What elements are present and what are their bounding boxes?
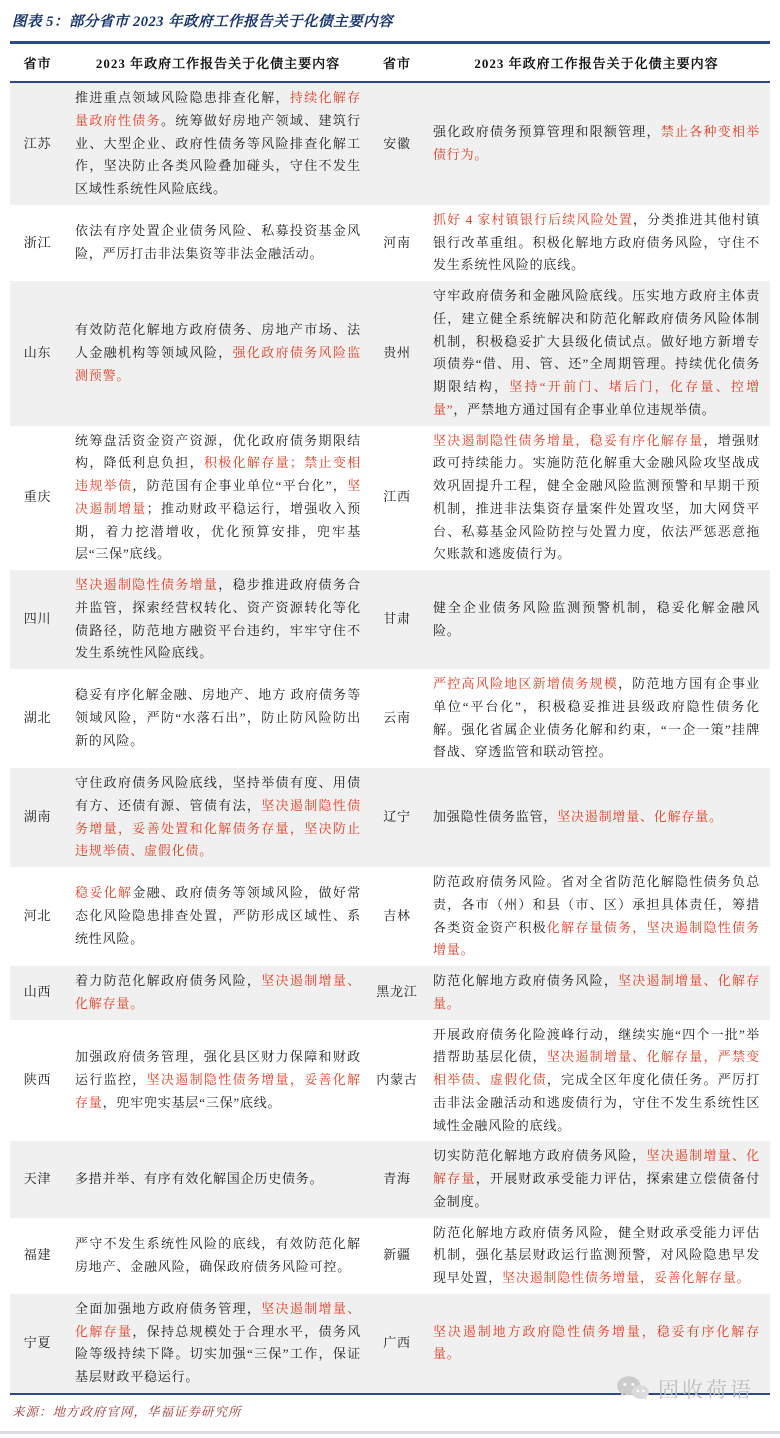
province-cell: 陕西: [23, 1072, 52, 1087]
province-cell: 山东: [23, 344, 52, 360]
highlighted-text-segment: 积极化解存量；禁止变相违规举债: [75, 455, 361, 493]
highlighted-text-segment: 坚决遏制增量: [75, 478, 361, 516]
highlighted-text-segment: 化解存量债务，坚决遏制隐性债务增量。: [433, 919, 760, 958]
province-cell: 安徽: [383, 135, 411, 151]
table-row: [10, 966, 770, 1020]
provinces-debt-table: [10, 41, 770, 1395]
text-segment: 有效防范化解地方政府债务、房地产市场、法人金融机构等领域风险，: [75, 322, 361, 360]
province-cell: 重庆: [23, 489, 52, 505]
text-segment: ，兜牢兜实基层“三保”底线。: [102, 1094, 282, 1110]
table-row: [10, 867, 770, 966]
highlighted-text-segment: 坚决遏制隐性债务增量，稳妥有序化解存量: [433, 432, 704, 448]
highlighted-text-segment: 坚决遏制增量、化解存量: [75, 1300, 361, 1339]
province-column-header: 省市: [371, 43, 423, 83]
province-cell: 江西: [383, 489, 411, 505]
highlighted-text-segment: 坚决遏制增量、化解存量。: [433, 973, 760, 1011]
content-cell: [65, 1218, 371, 1294]
text-segment: 加强隐性债务监管，: [433, 809, 558, 825]
table-row: [10, 768, 770, 867]
content-cell: [65, 570, 371, 669]
highlighted-text-segment: 坚决遏制隐性债务增量，妥善化解存量: [75, 1072, 361, 1110]
province-cell: 辽宁: [383, 809, 411, 825]
text-segment: 开展政府债务化险渡峰行动，继续实施“四个一批”举措帮助基层化债，: [433, 1026, 760, 1065]
table-header-row: [10, 43, 770, 83]
content-cell: [65, 1020, 371, 1142]
content-cell: [65, 1141, 371, 1217]
text-segment: 加强政府债务管理，强化县区财力保障和财政运行监控，: [75, 1049, 361, 1087]
content-cell: [65, 281, 371, 426]
highlighted-text-segment: 持续化解存量政府性债务: [75, 90, 361, 128]
table-row: [10, 82, 770, 205]
province-cell: 黑龙江: [376, 984, 418, 1000]
content-cell: [423, 281, 770, 426]
text-segment: 防范化解地方政府债务风险，健全财政承受能力评估机制，强化基层财政运行监测预警，对风险隐患早发现早处置，: [433, 1224, 760, 1285]
highlighted-text-segment: 坚持“开前门、堵后门，化存量、控增量”: [433, 379, 760, 417]
content-cell: [65, 426, 371, 571]
text-segment: 稳妥有序化解金融、房地产、地方 政府债务等领域风险，严防“水落石出”，防止防风险防出新的风险。: [75, 687, 361, 748]
province-cell: 青海: [383, 1171, 411, 1186]
province-cell: 湖南: [23, 809, 52, 825]
province-cell: 天津: [23, 1171, 52, 1186]
highlighted-text-segment: 坚决遏制隐性债务增量，妥善处置和化解债务存量，坚决防止违规举债、虚假化债。: [75, 797, 361, 859]
table-row: [10, 1294, 770, 1394]
province-cell: 浙江: [23, 234, 52, 250]
content-cell: [423, 426, 770, 571]
content-cell: [423, 82, 770, 205]
table-row: [10, 1141, 770, 1217]
province-cell: 新疆: [383, 1247, 411, 1263]
text-segment: ，分类推进其他村镇银行改革重组。积极化解地方政府债务风险，守住不发生系统性风险的底线。: [433, 211, 760, 273]
table-row: [10, 281, 770, 426]
text-segment: 多措并举、有序有效化解国企历史债务。: [75, 1171, 324, 1186]
text-segment: 依法有序处置企业债务风险、私募投资基金风险，严厉打击非法集资等非法金融活动。: [75, 223, 361, 261]
table-row: [10, 1218, 770, 1294]
table-row: [10, 205, 770, 281]
text-segment: 推进重点领域风险隐患排查化解，: [75, 90, 290, 105]
content-cell: [423, 1294, 770, 1394]
highlighted-text-segment: 坚决遏制隐性债务增量: [75, 577, 219, 592]
province-cell: 云南: [383, 710, 411, 726]
content-cell: [65, 205, 371, 281]
text-segment: ，稳步推进政府债务合并监管，探索经营权转化、资产资源转化等化债路径，防范地方融资平台违约，牢牢守住不发生系统性风险底线。: [75, 577, 361, 661]
content-cell: [423, 1141, 770, 1217]
text-segment: 全面加强地方政府债务管理，: [75, 1300, 262, 1316]
text-segment: 守牢政府债务和金融风险底线。压实地方政府主体责任，建立健全系统解决和防范化解政府债务风险体制机制，积极稳妥扩大县级化债试点。做好地方新增专项债券“借、用、管、还”全周期管理。持续优化债务期限结构，: [433, 288, 760, 394]
highlighted-text-segment: 坚决遏制增量、化解存量，严禁变相举债、虚假化债: [433, 1049, 760, 1087]
watermark-label: 固收荷语: [658, 1377, 754, 1402]
highlighted-text-segment: 坚决遏制隐性债务增量，妥善化解存量。: [502, 1270, 751, 1285]
content-cell: [65, 867, 371, 966]
table-row: [10, 426, 770, 571]
content-cell: [423, 570, 770, 669]
content-column-header: 2023 年政府工作报告关于化债主要内容: [423, 43, 770, 83]
text-segment: ，保持总规模处于合理水平，债务风险等级持续下降。切实加强“三保”工作，保证基层财政平稳运行。: [75, 1323, 361, 1384]
text-segment: 防范政府债务风险。省对全省防范化解隐性债务负总责，各市（州）和县（市、区）承担具体责任，筹措各类资金资产积极: [433, 874, 760, 935]
province-cell: 四川: [23, 611, 52, 627]
text-segment: ，开展财政承受能力评估，探索建立偿债备付金制度。: [433, 1171, 760, 1209]
text-segment: 强化政府债务预算管理和限额管理，: [433, 124, 661, 140]
province-column-header: 省市: [10, 43, 65, 83]
province-cell: 湖北: [23, 710, 52, 726]
text-segment: 严守不发生系统性风险的底线，有效防范化解房地产、金融风险，确保政府债务风险可控。: [75, 1235, 361, 1274]
highlighted-text-segment: 禁止各种变相举债行为。: [433, 124, 760, 162]
content-cell: [423, 1218, 770, 1294]
province-cell: 广西: [383, 1334, 411, 1350]
province-cell: 河南: [383, 234, 411, 250]
content-cell: [65, 966, 371, 1020]
text-segment: 着力防范化解政府债务风险，: [75, 973, 262, 988]
page-divider: [0, 1431, 780, 1434]
text-segment: 统筹盘活资金资产资源，优化政府债务期限结构，降低利息负担，: [75, 432, 361, 471]
province-cell: 福建: [23, 1247, 52, 1263]
content-cell: [65, 1294, 371, 1394]
highlighted-text-segment: 稳妥化解: [75, 885, 133, 901]
content-cell: [65, 82, 371, 205]
province-cell: 吉林: [383, 908, 411, 924]
table-row: [10, 570, 770, 669]
province-cell: 内蒙古: [376, 1072, 418, 1087]
highlighted-text-segment: 严控高风险地区新增债务规模: [433, 676, 619, 691]
figure-title: 图表 5：部分省市 2023 年政府工作报告关于化债主要内容: [12, 14, 394, 30]
text-segment: ，防范国有企事业单位“平台化”，: [132, 478, 348, 493]
source-note: 来源：地方政府官网，华福证券研究所: [12, 1404, 242, 1419]
content-cell: [423, 768, 770, 867]
text-segment: 健全企业债务风险监测预警机制，稳妥化解金融风险。: [433, 599, 760, 638]
table-row: [10, 1020, 770, 1142]
highlighted-text-segment: 坚决遏制地方政府隐性债务增量，稳妥有序化解存量。: [433, 1323, 760, 1362]
highlighted-text-segment: 坚决遏制增量、化解存量。: [557, 809, 723, 825]
content-cell: [423, 205, 770, 281]
province-cell: 甘肃: [383, 611, 411, 627]
province-cell: 贵州: [383, 344, 411, 360]
text-segment: 守住政府债务风险底线，坚持举债有度、用债有方、还债有源、管债有法，: [75, 775, 361, 813]
text-segment: 。统筹做好房地产领域、建筑行业、大型企业、政府性债务等风险排查化解工作，坚决防止各类风险叠加碰头，守住不发生区域性系统性风险底线。: [75, 112, 361, 196]
text-segment: ，增强财政可持续能力。实施防范化解重大金融风险攻坚战成效巩固提升工程，健全金融风险监测预警和早期干预机制，推进非法集资存量案件处置攻坚，加大网贷平台、私募基金风险防控与处置力度，依法严惩恶意拖欠账款和逃废债行为。: [433, 432, 761, 562]
content-cell: [65, 768, 371, 867]
text-segment: 防范化解地方政府债务风险，: [433, 973, 619, 988]
text-segment: ，完成全区年度化债任务。严厉打击非法金融活动和逃废债行为，守住不发生系统性区域性金融风险的底线。: [433, 1072, 760, 1133]
content-cell: [423, 867, 770, 966]
highlighted-text-segment: 抓好 4 家村镇银行后续风险处置: [433, 211, 634, 227]
text-segment: 金融、政府债务等领域风险，做好常态化风险隐患排查处置，严防形成区域性、系统性风险。: [75, 885, 361, 946]
content-column-header: 2023 年政府工作报告关于化债主要内容: [65, 43, 371, 83]
content-cell: [423, 669, 770, 768]
text-segment: ，严禁地方通过国有企事业单位违规举债。: [453, 401, 716, 417]
table-row: [10, 669, 770, 768]
text-segment: ，防范地方国有企事业单位“平台化”，积极稳妥推进县级政府隐性债务化解。强化省属企业债务化解和约束，“一企一策”挂牌督战、穿透监管和联动管控。: [433, 676, 760, 760]
text-segment: 切实防范化解地方政府债务风险，: [433, 1148, 647, 1164]
highlighted-text-segment: 坚决遏制增量、化解存量: [433, 1148, 760, 1186]
content-cell: [65, 669, 371, 768]
province-cell: 河北: [23, 908, 52, 924]
highlighted-text-segment: 强化政府债务风险监测预警。: [75, 344, 361, 383]
province-cell: 江苏: [23, 135, 52, 151]
text-segment: ；推动财政平稳运行，增强收入预期，着力挖潜增收，优化预算安排，兜牢基层“三保”底线。: [75, 500, 361, 562]
highlighted-text-segment: 坚决遏制增量、化解存量。: [75, 973, 361, 1011]
content-cell: [423, 1020, 770, 1142]
province-cell: 山西: [23, 984, 52, 1000]
province-cell: 宁夏: [23, 1334, 52, 1350]
content-cell: [423, 966, 770, 1020]
